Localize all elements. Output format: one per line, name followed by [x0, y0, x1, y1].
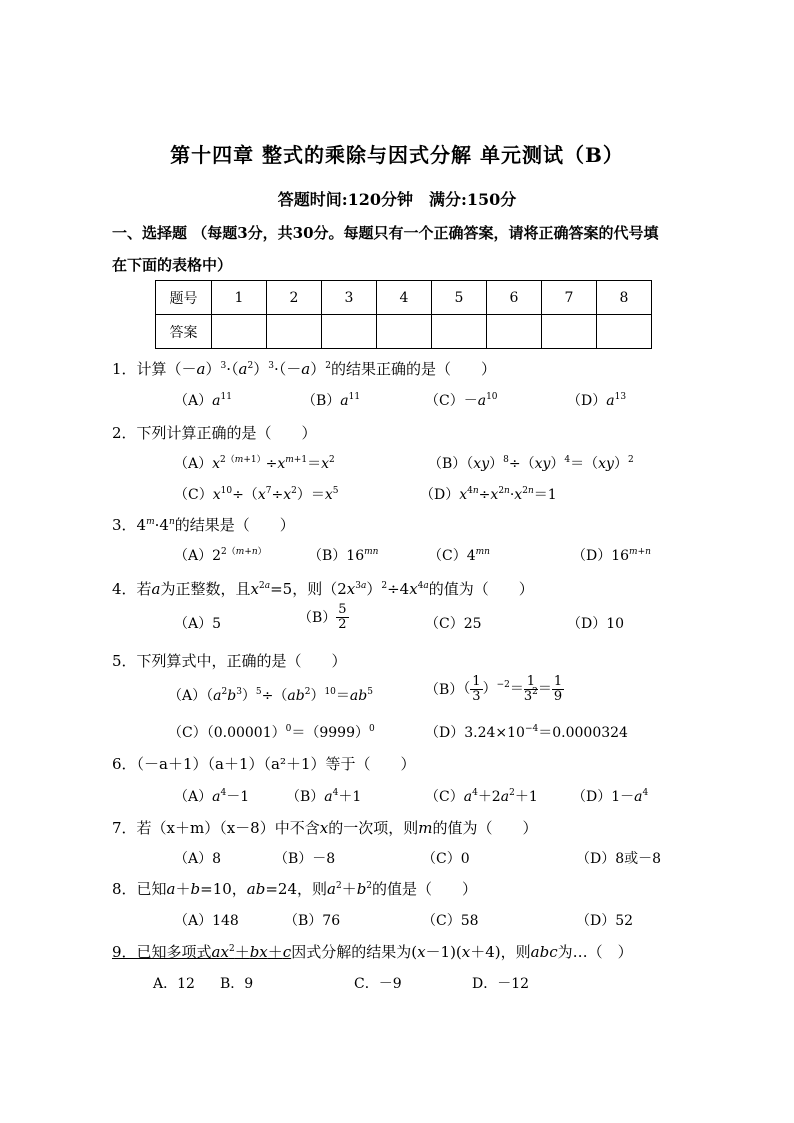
question-8: 8．已知a＋b=10，ab=24，则$a^2+b^2$的值是（ ）	[112, 880, 478, 898]
question-6-option-a: $(A)a^4-1$	[174, 788, 250, 805]
answer-cell[interactable]	[542, 315, 597, 349]
answer-cell[interactable]	[322, 315, 377, 349]
answer-cell[interactable]	[597, 315, 652, 349]
question-1-option-c: $(C)-a^{10}$	[425, 392, 498, 409]
question-9-option-d: D．－12	[472, 976, 530, 992]
question-7-option-c: （C）0	[422, 851, 470, 867]
section-instruction-line2: 在下面的表格中）	[112, 256, 233, 274]
question-8-option-a: （A）148	[174, 913, 239, 929]
answer-cell[interactable]	[267, 315, 322, 349]
question-8-option-b: （B）76	[284, 913, 341, 929]
question-1-option-d: $(D)a^{13}$	[567, 392, 627, 409]
question-7-option-d: （D）8或－8	[576, 851, 662, 867]
question-3-option-b: $(B)16^{mn}$	[308, 547, 379, 564]
question-8-option-c: （C）58	[422, 913, 479, 929]
question-4-option-b: （B） $\frac{5}{2}$	[298, 602, 347, 632]
question-2-option-a: $(A)x^{2(m+1)}\div x^{m+1}=x^2$	[174, 455, 335, 472]
table-header-cell: 5	[432, 281, 487, 315]
answer-cell[interactable]	[212, 315, 267, 349]
question-5-option-c: $(C)(0.00001)^0=(9999)^0$	[168, 724, 375, 741]
table-header-cell: 7	[542, 281, 597, 315]
question-5-option-b: （B）（ $\frac{1}{3}$ ）$^{-2}$＝ $\frac{1}{3^2}$ ＝ $\frac{1}{9}$	[425, 674, 563, 704]
table-header-label: 题号	[156, 281, 212, 315]
question-9-option-a: A．12	[153, 976, 195, 992]
question-1-option-b: $(B)a^{11}$	[302, 392, 361, 409]
question-4: 4．若a为正整数，且$x^{2a}=5$，则$(2x^{3a})^2\div 4x^{4a}$的值为（ ）	[112, 580, 534, 598]
question-3-option-a: $(A)2^{2(m+n)}$	[174, 547, 267, 564]
page-subtitle: 答题时间:120分钟 满分:150分	[277, 190, 517, 209]
table-header-cell: 1	[212, 281, 267, 315]
question-1: 1．计算$(-a)^3\cdot(a^2)^3\cdot(-a)^2$的结果正确的是（ ）	[112, 360, 496, 378]
question-4-option-d: （D）10	[567, 616, 625, 632]
question-3: 3．$4^m\cdot 4^n$的结果是（ ）	[112, 516, 295, 534]
question-6: 6．（－a＋1）（a＋1）（a²＋1）等于（ ）	[112, 755, 416, 773]
section-instruction-line1: 一、选择题 （每题3分，共30分。每题只有一个正确答案，请将正确答案的代号填	[112, 224, 659, 242]
question-2-option-c: $(C)x^{10}\div(x^7\div x^2)=x^5$	[174, 486, 339, 503]
question-9-option-c: C．－9	[354, 976, 402, 992]
answer-table	[155, 280, 652, 349]
question-6-option-c: $(C)a^4+2a^2+1$	[425, 788, 538, 805]
question-9-option-b: B．9	[220, 976, 254, 992]
question-4-option-a: （A）5	[174, 616, 222, 632]
question-9: 9．已知多项式$ax^2+bx+c$因式分解的结果为(x－1)(x＋4)，则abc为…（ ）	[112, 943, 633, 961]
table-header-cell: 3	[322, 281, 377, 315]
question-3-option-d: $(D)16^{m+n}$	[572, 547, 651, 564]
question-2-option-b: （B）（xy）$^8$÷（xy）$^4$＝（xy）$^2$	[428, 455, 634, 472]
question-7: 7．若（x＋m）（x－8）中不含x的一次项，则m的值为（ ）	[112, 819, 538, 837]
table-header-cell: 2	[267, 281, 322, 315]
question-5-option-a: $(A)(a^2b^3)^5\div(ab^2)^{10}=ab^5$	[168, 687, 373, 704]
question-1-option-a: $(A)a^{11}$	[174, 392, 232, 409]
question-6-option-b: $(B)a^4+1$	[286, 788, 362, 805]
question-7-option-a: （A）8	[174, 851, 222, 867]
question-4-option-c: （C）25	[425, 616, 482, 632]
question-8-option-d: （D）52	[576, 913, 634, 929]
answer-cell[interactable]	[377, 315, 432, 349]
page-title: 第十四章 整式的乘除与因式分解 单元测试（B）	[170, 143, 624, 167]
question-3-option-c: $(C)4^{mn}$	[428, 547, 490, 564]
table-row	[156, 281, 652, 315]
question-7-option-b: （B）－8	[274, 851, 336, 867]
table-header-cell: 4	[377, 281, 432, 315]
question-5: 5．下列算式中，正确的是（ ）	[112, 652, 347, 670]
table-header-cell: 8	[597, 281, 652, 315]
question-2-option-d: $(D)x^{4n}\div x^{2n}\cdot x^{2n}=1$	[420, 486, 557, 503]
table-answer-label: 答案	[156, 315, 212, 349]
question-6-option-d: $(D)1-a^4$	[572, 788, 649, 805]
table-row	[156, 315, 652, 349]
answer-cell[interactable]	[487, 315, 542, 349]
answer-cell[interactable]	[432, 315, 487, 349]
question-2: 2．下列计算正确的是（ ）	[112, 424, 317, 442]
question-5-option-d: $(D)3.24\times 10^{-4}=0.0000324$	[425, 724, 628, 741]
table-header-cell: 6	[487, 281, 542, 315]
